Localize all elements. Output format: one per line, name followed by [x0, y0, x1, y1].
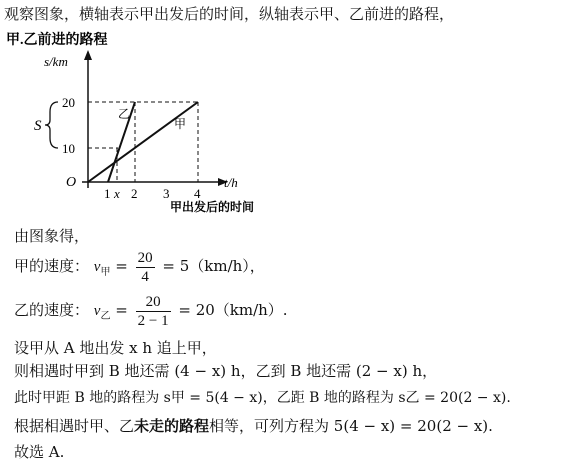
y-axis-label: s/km [44, 54, 68, 69]
jia-denominator: 4 [141, 268, 149, 285]
y-tick-20: 20 [62, 95, 75, 110]
solution-line-3: 此时甲距 B 地的路程为 s甲 = 5(4 − x)，乙距 B 地的路程为 s乙 = 20(2 − x). [14, 390, 511, 406]
x-tick-4: 4 [194, 186, 201, 201]
line-jia [88, 102, 198, 182]
yi-denominator: 2 − 1 [137, 312, 169, 329]
yi-speed-sub: 乙 [100, 311, 111, 322]
line-jia-label: 甲 [174, 117, 187, 131]
x-tick-3: 3 [163, 186, 170, 201]
x-axis-label: t/h [224, 175, 238, 190]
jia-speed-var: v [93, 259, 101, 275]
s-brace [45, 102, 58, 148]
solution-line-2: 则相遇时甲到 B 地还需 (4 − x) h，乙到 B 地还需 (2 − x) h， [14, 362, 438, 380]
x-tick-x: x [114, 186, 120, 201]
yi-speed-prefix: 乙的速度： [14, 301, 90, 319]
y-tick-10: 10 [62, 141, 75, 156]
intro-text: 观察图象，横轴表示甲出发后的时间，纵轴表示甲、乙前进的路程， [4, 5, 455, 23]
yi-speed-line: 乙的速度： $v_乙$ = $\frac{20}{2 - 1}$ = 20（km/h）. [14, 293, 288, 329]
solution-line-1: 设甲从 A 地出发 x h 追上甲， [14, 339, 217, 357]
yi-speed-result: = 20（km/h）. [178, 301, 288, 319]
solution-line-4 [14, 416, 493, 436]
graph-hand-title: 甲.乙前进的路程 [6, 33, 108, 48]
from-graph-text: 由图象得， [14, 227, 90, 245]
origin-label: O [66, 175, 77, 190]
yi-speed-var: v [93, 303, 101, 319]
graph-hand-xlabel: 甲出发后的时间 [170, 200, 255, 214]
solution-line-5: 故选 A. [14, 443, 65, 461]
jia-speed-result: = 5（km/h）， [162, 257, 265, 275]
brace-label: S [34, 118, 42, 134]
line-yi-label: 乙 [118, 107, 131, 121]
x-tick-1: 1 [104, 186, 111, 201]
jia-speed-sub: 甲 [100, 267, 111, 278]
jia-speed-line: 甲的速度： $v_甲$ = $\frac{20}{4}$ = 5（km/h）， [14, 249, 265, 285]
jia-speed-fraction [136, 249, 155, 286]
jia-speed-prefix: 甲的速度： [14, 257, 90, 275]
jia-numerator: 20 [137, 249, 153, 266]
yi-speed-fraction [136, 293, 171, 330]
graph-figure [0, 30, 260, 215]
line4-bold: 未走的路程 [134, 417, 210, 435]
yi-numerator: 20 [136, 293, 171, 312]
line4-part-b: 相等，可列方程为 5(4 − x) = 20(2 − x). [209, 417, 493, 435]
x-tick-2: 2 [131, 186, 138, 201]
line4-part-a: 根据相遇时甲、乙 [14, 417, 135, 435]
y-axis-arrow [84, 50, 92, 60]
